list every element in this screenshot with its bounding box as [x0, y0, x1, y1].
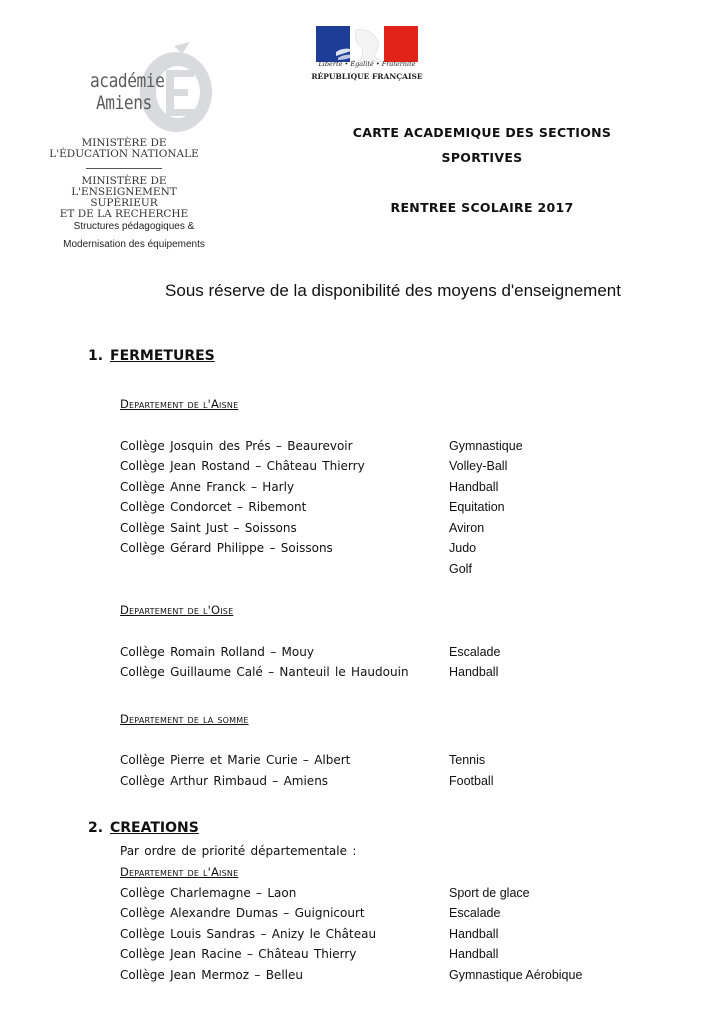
priority-note: Par ordre de priorité départementale :: [120, 844, 357, 858]
section-title: CREATIONS: [110, 820, 199, 836]
sport-name: Sport de glace: [449, 886, 530, 900]
sport-name: Tennis: [449, 753, 486, 767]
sport-name: Football: [449, 774, 494, 788]
section-title: FERMETURES: [110, 348, 215, 364]
ministry-education-line2: L'ÉDUCATION NATIONALE: [49, 148, 199, 160]
department-heading: Departement de la somme: [120, 712, 249, 726]
academie-word: académie: [90, 70, 165, 92]
school-name: Collège Jean Rostand – Château Thierry: [120, 459, 365, 473]
amiens-word: Amiens: [96, 92, 152, 114]
sport-name: Escalade: [449, 645, 501, 659]
school-name: Collège Condorcet – Ribemont: [120, 500, 307, 514]
ministry-higher-line1: MINISTÈRE DE: [81, 175, 167, 187]
list-item: [120, 968, 640, 988]
school-name: Collège Jean Racine – Château Thierry: [120, 947, 357, 961]
title-line2: SPORTIVES: [441, 150, 523, 165]
list-item: [120, 459, 640, 479]
list-item: [120, 906, 640, 926]
school-name: Collège Guillaume Calé – Nanteuil le Haudouin: [120, 665, 409, 679]
school-name: Collège Arthur Rimbaud – Amiens: [120, 774, 329, 788]
sport-name: Judo: [449, 541, 477, 555]
list-item: [120, 562, 640, 582]
school-name: Collège Josquin des Prés – Beaurevoir: [120, 439, 353, 453]
subtitle: Sous réserve de la disponibilité des moyens d'enseignement: [165, 281, 621, 300]
sport-name: Handball: [449, 927, 499, 941]
sport-name: Handball: [449, 480, 499, 494]
devise-text: Liberté • Égalité • Fraternité: [318, 60, 416, 68]
school-name: Collège Anne Franck – Harly: [120, 480, 295, 494]
sport-name: Volley-Ball: [449, 459, 508, 473]
section-number: 1.: [88, 348, 104, 364]
sport-name: Gymnastique: [449, 439, 523, 453]
marianne-flag-icon: [316, 26, 418, 62]
list-item: [120, 500, 640, 520]
department-heading: Departement de l'Oise: [120, 603, 234, 617]
list-item: [120, 886, 640, 906]
list-item: [120, 645, 640, 665]
sport-name: Golf: [449, 562, 472, 576]
ministry-education: [40, 138, 208, 160]
structure-line1: Structures pédagogiques &: [73, 221, 195, 232]
list-item: [120, 753, 640, 773]
list-item: [120, 439, 640, 459]
school-name: Collège Gérard Philippe – Soissons: [120, 541, 333, 555]
section-fermetures-heading: [88, 348, 215, 364]
ministry-higher-line3: ET DE LA RECHERCHE: [59, 208, 189, 220]
sport-name: Handball: [449, 665, 499, 679]
structure-line2: Modernisation des équipements: [63, 239, 205, 250]
school-name: Collège Louis Sandras – Anizy le Château: [120, 927, 377, 941]
sport-name: Handball: [449, 947, 499, 961]
ministry-higher-education: [40, 176, 208, 220]
section-number: 2.: [88, 820, 104, 836]
sport-name: Gymnastique Aérobique: [449, 968, 583, 982]
school-name: Collège Jean Mermoz – Belleu: [120, 968, 303, 982]
list-item: [120, 947, 640, 967]
school-name: Collège Charlemagne – Laon: [120, 886, 297, 900]
title-line1: CARTE ACADEMIQUE DES SECTIONS: [352, 125, 612, 140]
sport-name: Escalade: [449, 906, 501, 920]
marianne-logo: [316, 26, 418, 62]
school-name: Collège Romain Rolland – Mouy: [120, 645, 314, 659]
list-item: [120, 521, 640, 541]
department-heading: Departement de l'Aisne: [120, 397, 239, 411]
school-name: Collège Pierre et Marie Curie – Albert: [120, 753, 351, 767]
list-item: [120, 774, 640, 794]
ministry-higher-line2: L'ENSEIGNEMENT SUPÉRIEUR: [71, 186, 177, 209]
list-item: [120, 541, 640, 561]
academie-amiens-logo: [62, 42, 222, 134]
list-item: [120, 665, 640, 685]
section-creations-heading: [88, 820, 199, 836]
school-name: Collège Alexandre Dumas – Guignicourt: [120, 906, 365, 920]
republique-francaise-text: RÉPUBLIQUE FRANÇAISE: [311, 72, 423, 81]
department-heading: Departement de l'Aisne: [120, 865, 239, 879]
list-item: [120, 927, 640, 947]
title-line3: RENTREE SCOLAIRE 2017: [390, 200, 574, 215]
ministry-education-line1: MINISTÈRE DE: [81, 137, 167, 149]
list-item: [120, 480, 640, 500]
sport-name: Aviron: [449, 521, 485, 535]
ministry-divider: [86, 168, 162, 169]
school-name: Collège Saint Just – Soissons: [120, 521, 297, 535]
sport-name: Equitation: [449, 500, 505, 514]
